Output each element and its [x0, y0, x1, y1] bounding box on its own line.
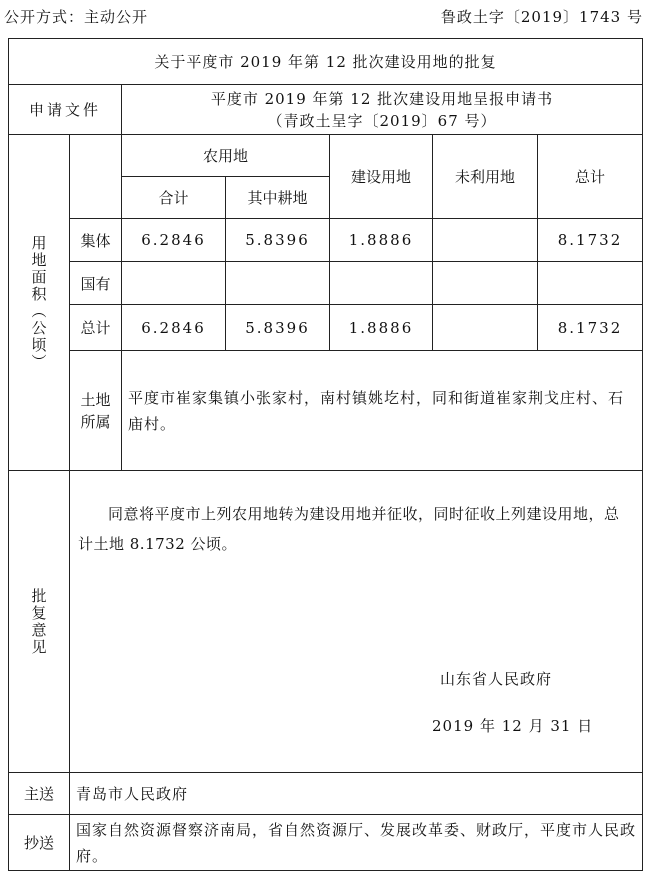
total-agri-total: 6.2846	[122, 305, 226, 351]
row-label-collective: 集体	[70, 219, 122, 262]
table-row	[9, 219, 643, 262]
header-blank	[70, 135, 122, 219]
copy-to-recipients: 国家自然资源督察济南局，省自然资源厅、发展改革委、财政厅，平度市人民政府。	[70, 815, 643, 871]
unused-land-header: 未利用地	[433, 135, 538, 219]
state-unused	[433, 262, 538, 305]
state-cultivated	[226, 262, 330, 305]
copy-to-label: 抄送	[9, 815, 70, 871]
table-row	[9, 262, 643, 305]
approval-text: 同意将平度市上列农用地转为建设用地并征收，同时征收上列建设用地，总计土地 8.1732 公顷。	[78, 505, 620, 553]
total-cultivated: 5.8396	[226, 305, 330, 351]
agri-land-header: 农用地	[122, 135, 330, 177]
land-area-label-cell	[9, 135, 70, 471]
total-header: 总计	[538, 135, 643, 219]
land-area-label: 用地面积（公顷）	[29, 234, 48, 371]
state-total	[538, 262, 643, 305]
issuer-signature: 山东省人民政府	[440, 670, 553, 688]
table-row	[9, 305, 643, 351]
application-line-1: 平度市 2019 年第 12 批次建设用地呈报申请书	[210, 89, 554, 108]
ownership-label-line-1: 土地	[80, 390, 111, 409]
total-construction: 1.8886	[330, 305, 433, 351]
application-label: 申请文件	[9, 85, 122, 135]
collective-total: 8.1732	[538, 219, 643, 262]
ownership-label	[70, 351, 122, 471]
agri-subtotal-header: 合计	[122, 177, 226, 219]
collective-agri-total: 6.2846	[122, 219, 226, 262]
main-send-recipient: 青岛市人民政府	[70, 773, 643, 815]
construction-land-header: 建设用地	[330, 135, 433, 219]
document-number: 鲁政土字〔2019〕1743 号	[440, 8, 643, 26]
approval-table	[8, 38, 643, 871]
main-send-label: 主送	[9, 773, 70, 815]
state-agri-total	[122, 262, 226, 305]
collective-construction: 1.8886	[330, 219, 433, 262]
total-unused	[433, 305, 538, 351]
issue-date: 2019 年 12 月 31 日	[432, 717, 594, 735]
disclosure-mode: 公开方式：主动公开	[4, 8, 149, 26]
state-construction	[330, 262, 433, 305]
collective-cultivated: 5.8396	[226, 219, 330, 262]
approval-opinion	[70, 471, 643, 773]
row-label-total: 总计	[70, 305, 122, 351]
ownership-villages: 平度市崔家集镇小张家村，南村镇姚圪村，同和街道崔家荆戈庄村、石庙村。	[122, 351, 643, 471]
application-line-2: （青政土呈字〔2019〕67 号）	[267, 111, 497, 130]
ownership-label-line-2: 所属	[80, 412, 111, 431]
collective-unused	[433, 219, 538, 262]
cultivated-land-header: 其中耕地	[226, 177, 330, 219]
document-title: 关于平度市 2019 年第 12 批次建设用地的批复	[9, 39, 643, 85]
application-document	[122, 85, 643, 135]
approval-label-cell	[9, 471, 70, 773]
grand-total: 8.1732	[538, 305, 643, 351]
approval-label: 批复意见	[29, 587, 48, 656]
row-label-state: 国有	[70, 262, 122, 305]
